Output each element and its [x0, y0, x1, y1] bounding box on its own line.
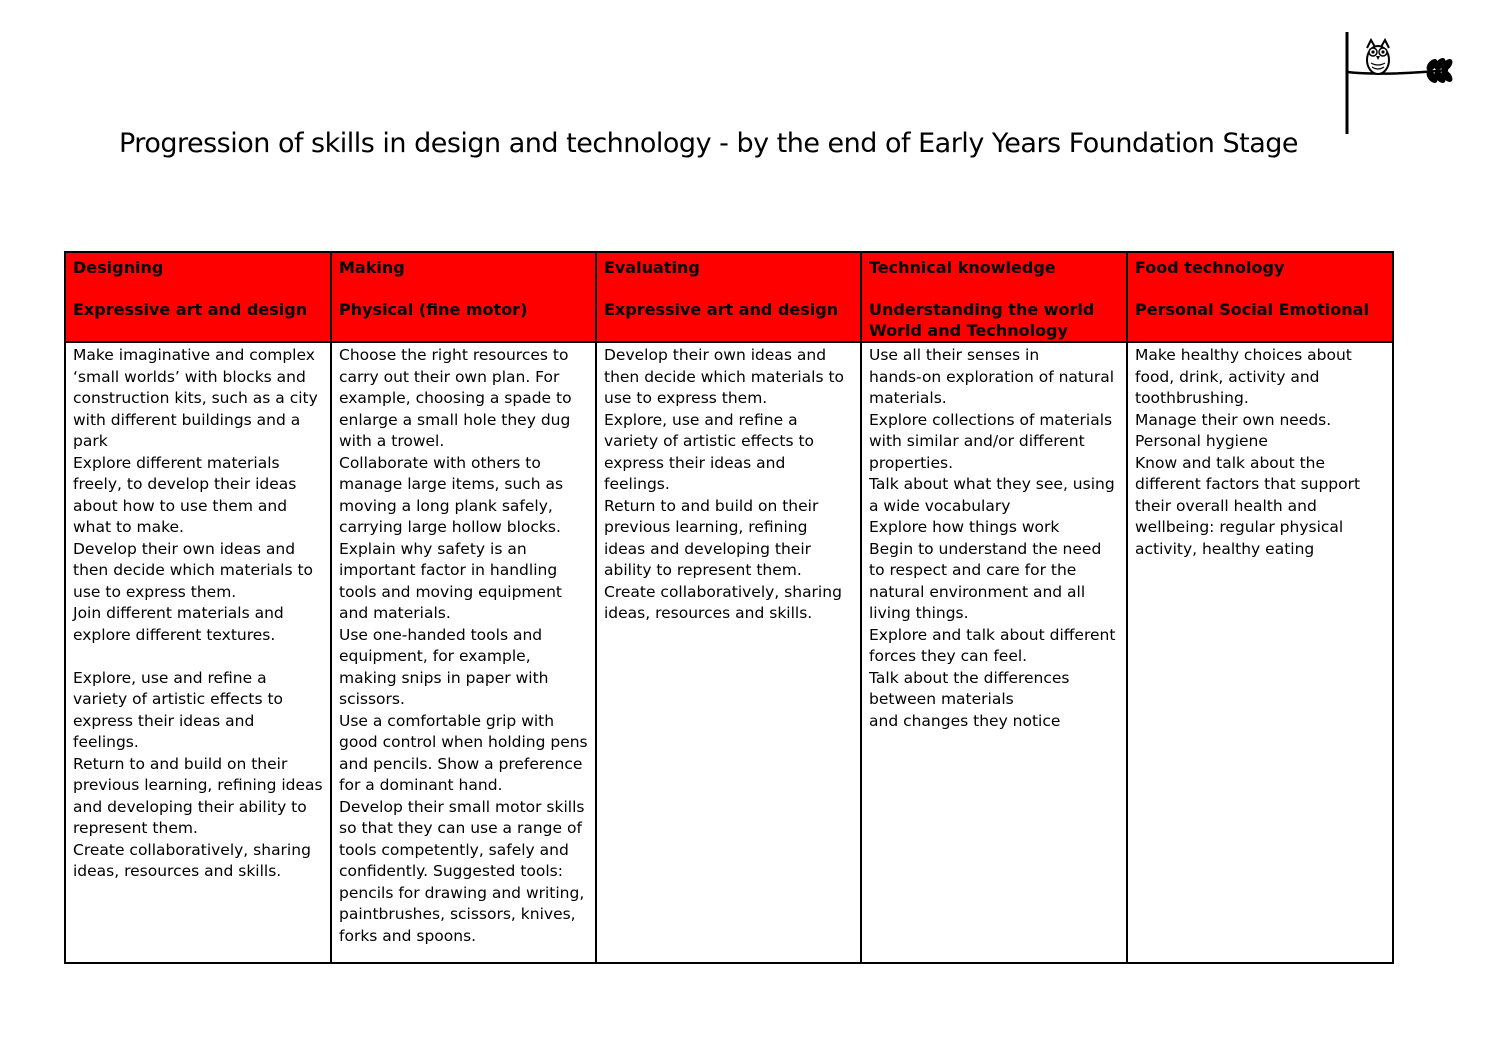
cell-making: Choose the right resources to carry out their own plan. For example, choosing a spade to enlarge a small hole they dug with a trowel. Collaborate with others to manage large items, such as moving a long plank safely, carrying large hollow blocks. Explain why safety is an important factor in handling tools and moving equipment and materials. Use one-handed tools and equipment, for example, making snips in paper with scissors. Use a comfortable grip with good control when holding pens and pencils. Show a preference for a dominant hand. Develop their small motor skills so that they can use a range of tools competently, safely and confidently. Suggested tools: pencils for drawing and writing, paintbrushes, scissors, knives, forks and spoons.	[331, 342, 596, 963]
table-header-row	[65, 252, 1393, 342]
header-evaluating	[596, 252, 861, 342]
header-subject: Designing	[73, 258, 164, 277]
owl-on-branch-icon	[1340, 30, 1460, 136]
header-area: Physical (fine motor)	[339, 300, 528, 319]
page-title: Progression of skills in design and technology - by the end of Early Years Foundation Stage	[119, 128, 1299, 159]
header-designing	[65, 252, 331, 342]
skills-table	[64, 251, 1394, 964]
cell-evaluating: Develop their own ideas and then decide which materials to use to express them. Explore, use and refine a variety of artistic effects to express their ideas and feelings. Return to and build on their previous learning, refining ideas and developing their ability to represent them. Create collaboratively, sharing ideas, resources and skills.	[596, 342, 861, 963]
owl-logo	[1340, 30, 1460, 136]
header-area: Expressive art and design	[604, 300, 839, 319]
header-subject: Technical knowledge	[869, 258, 1056, 277]
cell-designing: Make imaginative and complex ‘small worlds’ with blocks and construction kits, such as a city with different buildings and a park Explore different materials freely, to develop their ideas about how to use them and what to make. Develop their own ideas and then decide which materials to use to express them. Join different materials and explore different textures. Explore, use and refine a variety of artistic effects to express their ideas and feelings. Return to and build on their previous learning, refining ideas and developing their ability to represent them. Create collaboratively, sharing ideas, resources and skills.	[65, 342, 331, 963]
header-making	[331, 252, 596, 342]
header-subject: Food technology	[1135, 258, 1285, 277]
header-subject: Making	[339, 258, 405, 277]
table-row	[65, 342, 1393, 963]
header-area: Understanding the world World and Technology	[869, 300, 1095, 340]
header-area: Expressive art and design	[73, 300, 308, 319]
cell-technical-knowledge: Use all their senses in hands-on exploration of natural materials. Explore collections of materials with similar and/or different properties. Talk about what they see, using a wide vocabulary Explore how things work Begin to understand the need to respect and care for the natural environment and all living things. Explore and talk about different forces they can feel. Talk about the differences between materials and changes they notice	[861, 342, 1127, 963]
cell-food-technology: Make healthy choices about food, drink, activity and toothbrushing. Manage their own needs. Personal hygiene Know and talk about the different factors that support their overall health and wellbeing: regular physical activity, healthy eating	[1127, 342, 1393, 963]
header-food-technology	[1127, 252, 1393, 342]
header-subject: Evaluating	[604, 258, 700, 277]
header-technical-knowledge	[861, 252, 1127, 342]
header-area: Personal Social Emotional	[1135, 300, 1369, 319]
